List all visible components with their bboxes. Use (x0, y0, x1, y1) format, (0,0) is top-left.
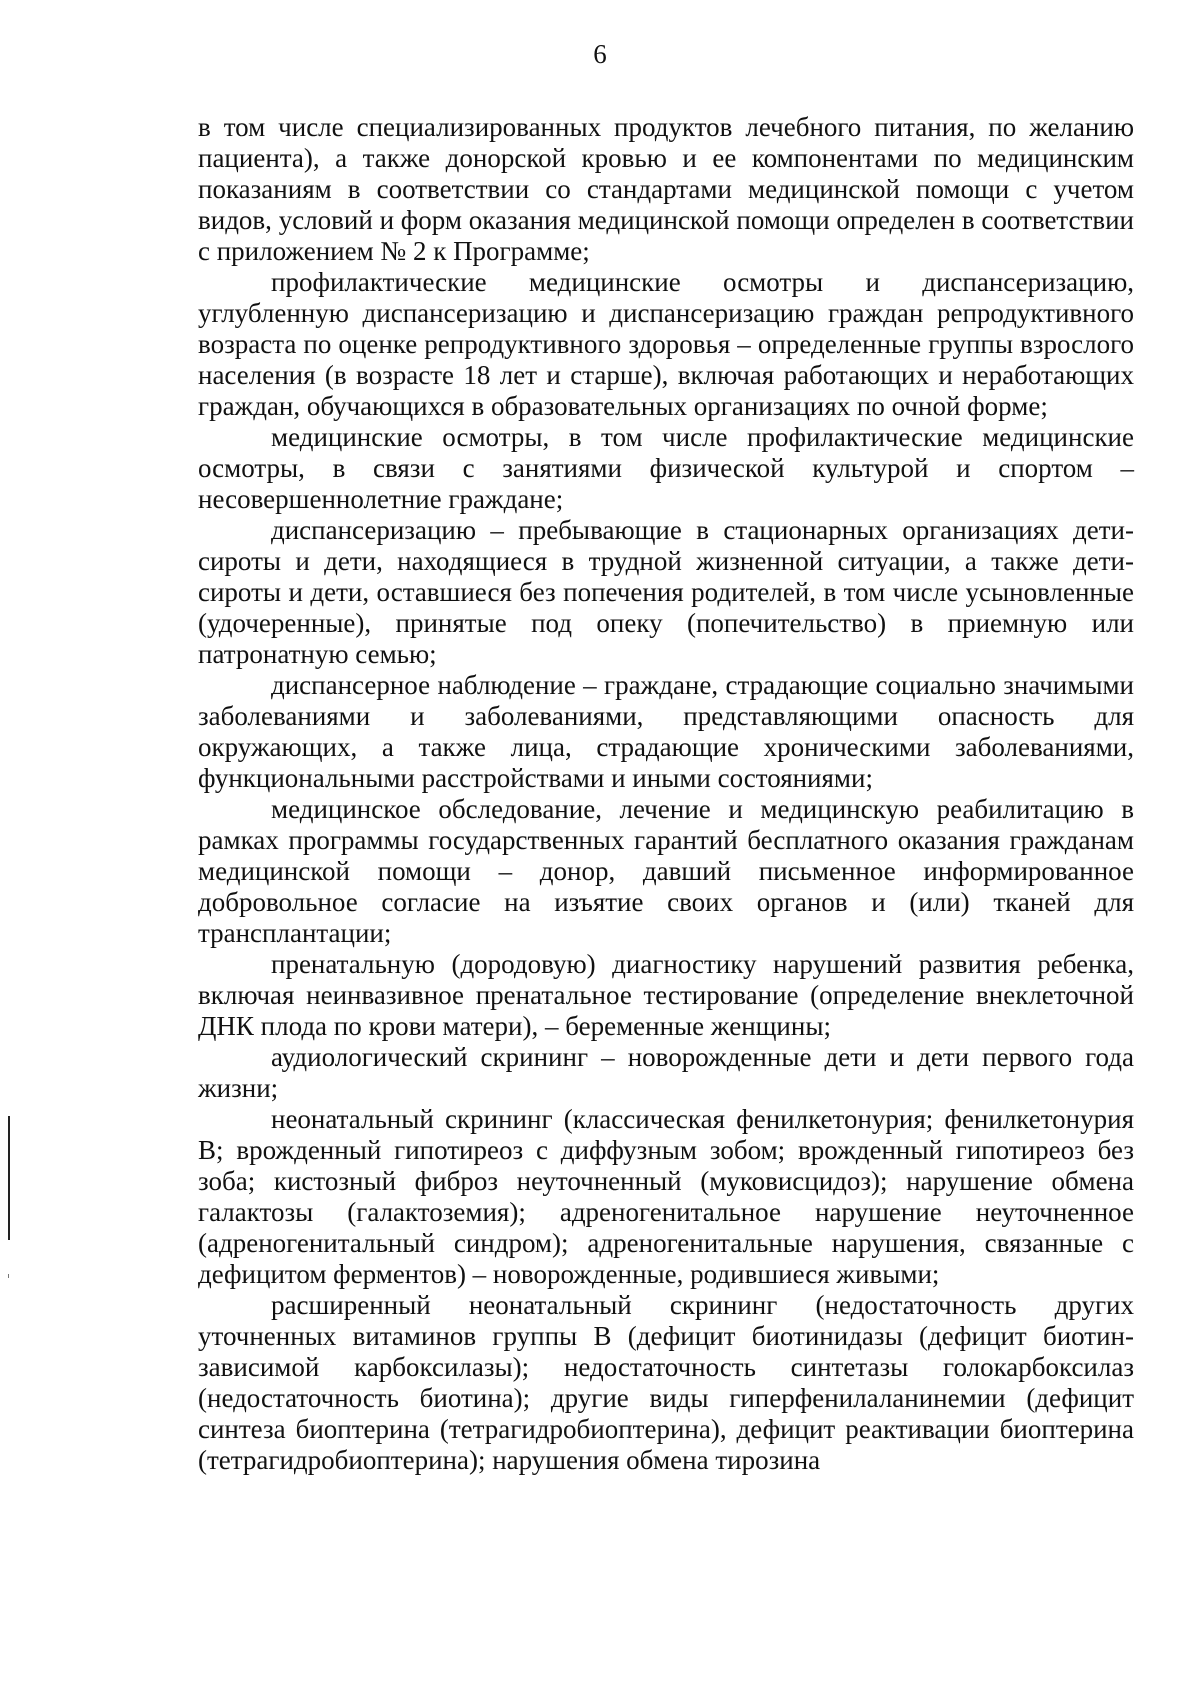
scan-margin-line (8, 1116, 10, 1240)
paragraph-extended-neonatal-screening: расширенный неонатальный скрининг (недостаточность других уточненных витаминов группы B (дефицит биотинидазы (дефицит биотин-зависимой карбоксилазы); недостаточность синтетазы голокарбоксилаз (недостаточность биотина); другие виды гиперфенилаланинемии (дефицит синтеза биоптерина (тетрагидробиоптерина), дефицит реактивации биоптерина (тетрагидробиоптерина); нарушения обмена тирозина (198, 1290, 1134, 1475)
paragraph-sports-checkups: медицинские осмотры, в том числе профилактические медицинские осмотры, в связи с занятиями физической культурой и спортом – несовершеннолетние граждане; (198, 422, 1134, 514)
paragraph-preventive-checkups: профилактические медицинские осмотры и диспансеризацию, углубленную диспансеризацию и диспансеризацию граждан репродуктивного возраста по оценке репродуктивного здоровья – определенные группы взрослого населения (в возрасте 18 лет и старше), включая работающих и неработающих граждан, обучающихся в образовательных организациях по очной форме; (198, 267, 1134, 421)
paragraph-prenatal-diagnostics: пренатальную (дородовую) диагностику нарушений развития ребенка, включая неинвазивное пренатальное тестирование (определение внеклеточной ДНК плода по крови матери), – беременные женщины; (198, 949, 1134, 1041)
paragraph-audiological-screening: аудиологический скрининг – новорожденные дети и дети первого года жизни; (198, 1042, 1134, 1103)
document-body (198, 112, 1134, 1476)
page-number: 6 (593, 39, 607, 69)
scan-margin-speck (8, 1274, 9, 1278)
paragraph-donor-examination: медицинское обследование, лечение и медицинскую реабилитацию в рамках программы государственных гарантий бесплатного оказания гражданам медицинской помощи – донор, давший письменное информированное добровольное согласие на изъятие своих органов и (или) тканей для трансплантации; (198, 794, 1134, 948)
paragraph-orphans-screening: диспансеризацию – пребывающие в стационарных организациях дети-сироты и дети, находящиеся в трудной жизненной ситуации, а также дети-сироты и дети, оставшиеся без попечения родителей, в том числе усыновленные (удочеренные), принятые под опеку (попечительство) в приемную или патронатную семью; (198, 515, 1134, 669)
paragraph-dispensary-observation: диспансерное наблюдение – граждане, страдающие социально значимыми заболеваниями и заболеваниями, представляющими опасность для окружающих, а также лица, страдающие хроническими заболеваниями, функциональными расстройствами и иными состояниями; (198, 670, 1134, 793)
paragraph-neonatal-screening: неонатальный скрининг (классическая фенилкетонурия; фенилкетонурия B; врожденный гипотиреоз с диффузным зобом; врожденный гипотиреоз без зоба; кистозный фиброз неуточненный (муковисцидоз); нарушение обмена галактозы (галактоземия); адреногенитальное нарушение неуточненное (адреногенитальный синдром); адреногенитальные нарушения, связанные с дефицитом ферментов) – новорожденные, родившиеся живыми; (198, 1104, 1134, 1289)
paragraph-continuation: в том числе специализированных продуктов лечебного питания, по желанию пациента), а также донорской кровью и ее компонентами по медицинским показаниям в соответствии со стандартами медицинской помощи с учетом видов, условий и форм оказания медицинской помощи определен в соответствии с приложением № 2 к Программе; (198, 112, 1134, 266)
